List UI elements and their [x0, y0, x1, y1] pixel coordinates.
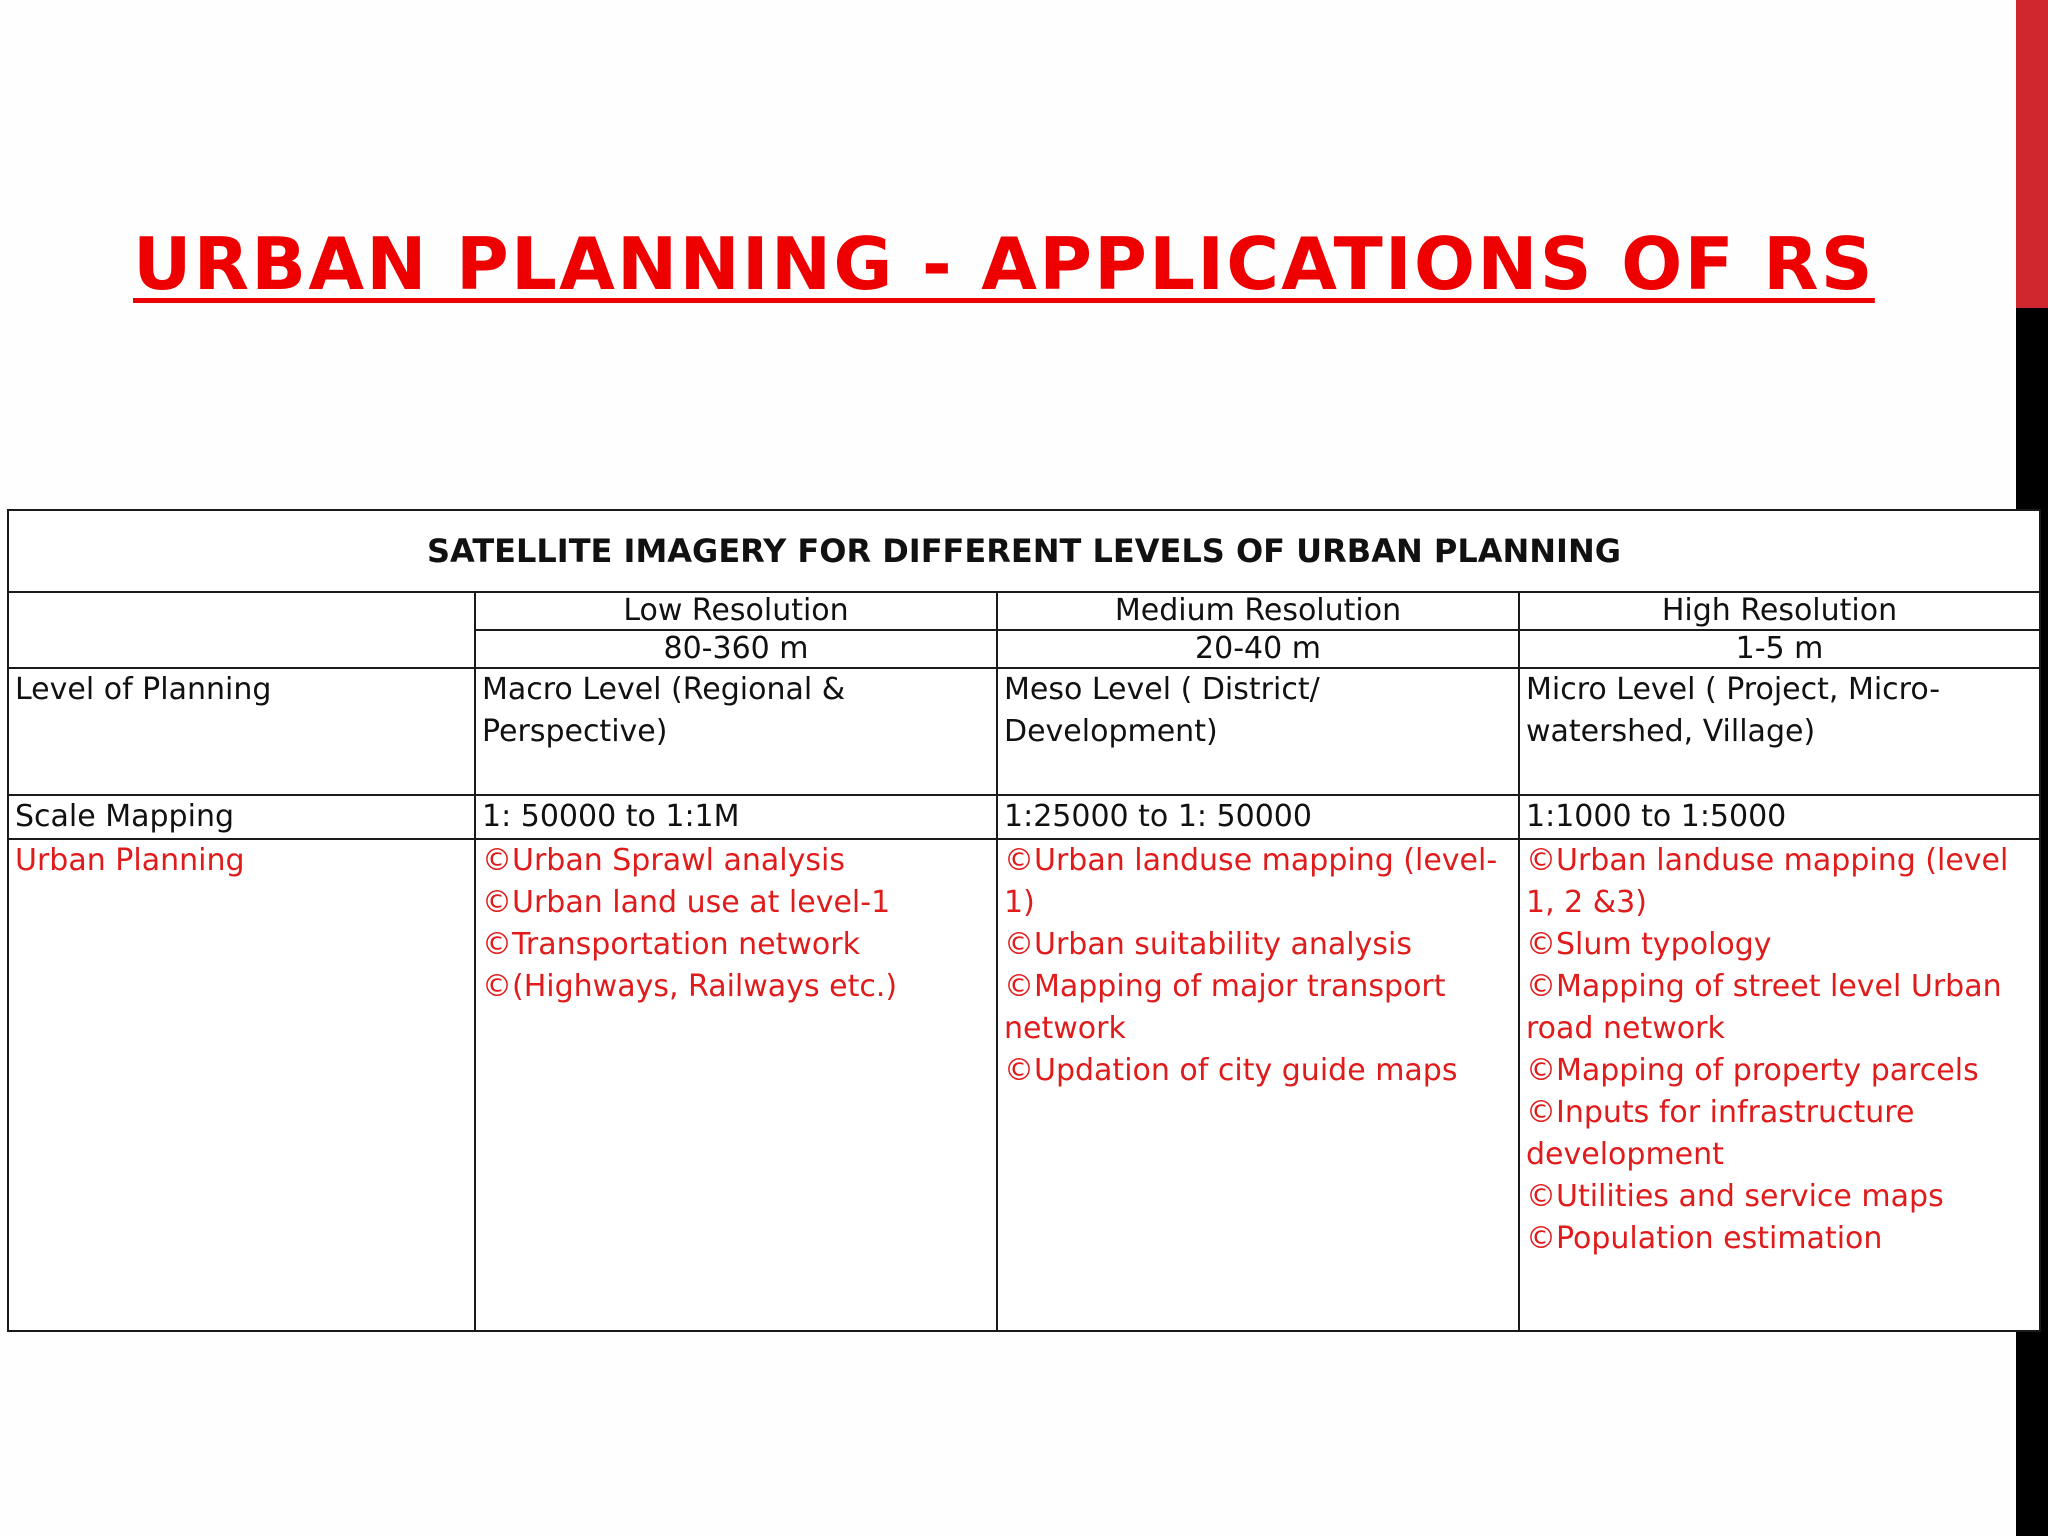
corner-cell — [8, 592, 475, 668]
planning-level-high: Micro Level ( Project, Micro-watershed, Village) — [1519, 668, 2040, 795]
row-label-level-of-planning: Level of Planning — [8, 668, 475, 795]
applications-medium — [997, 839, 1519, 1331]
applications-list-high — [1526, 840, 2033, 1260]
list-item: ©(Highways, Railways etc.) — [482, 969, 898, 1004]
column-header-high-resolution: High Resolution — [1519, 592, 2040, 630]
scale-medium: 1:25000 to 1: 50000 — [997, 795, 1519, 839]
urban-planning-row — [8, 839, 2040, 1331]
list-item: ©Urban landuse mapping (level-1) — [1004, 843, 1498, 920]
list-item: ©Mapping of street level Urban road network — [1526, 969, 2002, 1046]
list-item: ©Urban landuse mapping (level 1, 2 &3) — [1526, 843, 2009, 920]
row-label-scale-mapping: Scale Mapping — [8, 795, 475, 839]
list-item: ©Mapping of major transport network — [1004, 969, 1446, 1046]
list-item: ©Urban Sprawl analysis — [482, 843, 845, 878]
row-label-urban-planning: Urban Planning — [8, 839, 475, 1331]
applications-list-medium — [1004, 840, 1512, 1092]
scale-low: 1: 50000 to 1:1M — [475, 795, 997, 839]
list-item: ©Inputs for infrastructure development — [1526, 1095, 1915, 1172]
caption-row — [8, 510, 2040, 592]
scale-high: 1:1000 to 1:5000 — [1519, 795, 2040, 839]
applications-high — [1519, 839, 2040, 1331]
planning-level-low: Macro Level (Regional & Perspective) — [475, 668, 997, 795]
urban-planning-table — [7, 509, 2039, 1332]
list-item: ©Population estimation — [1526, 1221, 1883, 1256]
scale-mapping-row — [8, 795, 2040, 839]
planning-level-medium: Meso Level ( District/ Development) — [997, 668, 1519, 795]
table-caption: SATELLITE IMAGERY FOR DIFFERENT LEVELS OF URBAN PLANNING — [8, 510, 2040, 592]
list-item: ©Updation of city guide maps — [1004, 1053, 1458, 1088]
list-item: ©Mapping of property parcels — [1526, 1053, 1979, 1088]
resolution-header-row — [8, 592, 2040, 630]
accent-bar-red-segment — [2016, 0, 2048, 308]
list-item: ©Urban land use at level-1 — [482, 885, 891, 920]
list-item: ©Slum typology — [1526, 927, 1772, 962]
applications-low — [475, 839, 997, 1331]
range-high-resolution: 1-5 m — [1519, 630, 2040, 668]
range-medium-resolution: 20-40 m — [997, 630, 1519, 668]
list-item: ©Utilities and service maps — [1526, 1179, 1944, 1214]
level-of-planning-row — [8, 668, 2040, 795]
slide-title: URBAN PLANNING - APPLICATIONS OF RS — [133, 222, 1875, 306]
list-item: ©Transportation network — [482, 927, 860, 962]
imagery-table — [7, 509, 2041, 1332]
list-item: ©Urban suitability analysis — [1004, 927, 1412, 962]
column-header-medium-resolution: Medium Resolution — [997, 592, 1519, 630]
column-header-low-resolution: Low Resolution — [475, 592, 997, 630]
applications-list-low — [482, 840, 990, 1008]
range-low-resolution: 80-360 m — [475, 630, 997, 668]
